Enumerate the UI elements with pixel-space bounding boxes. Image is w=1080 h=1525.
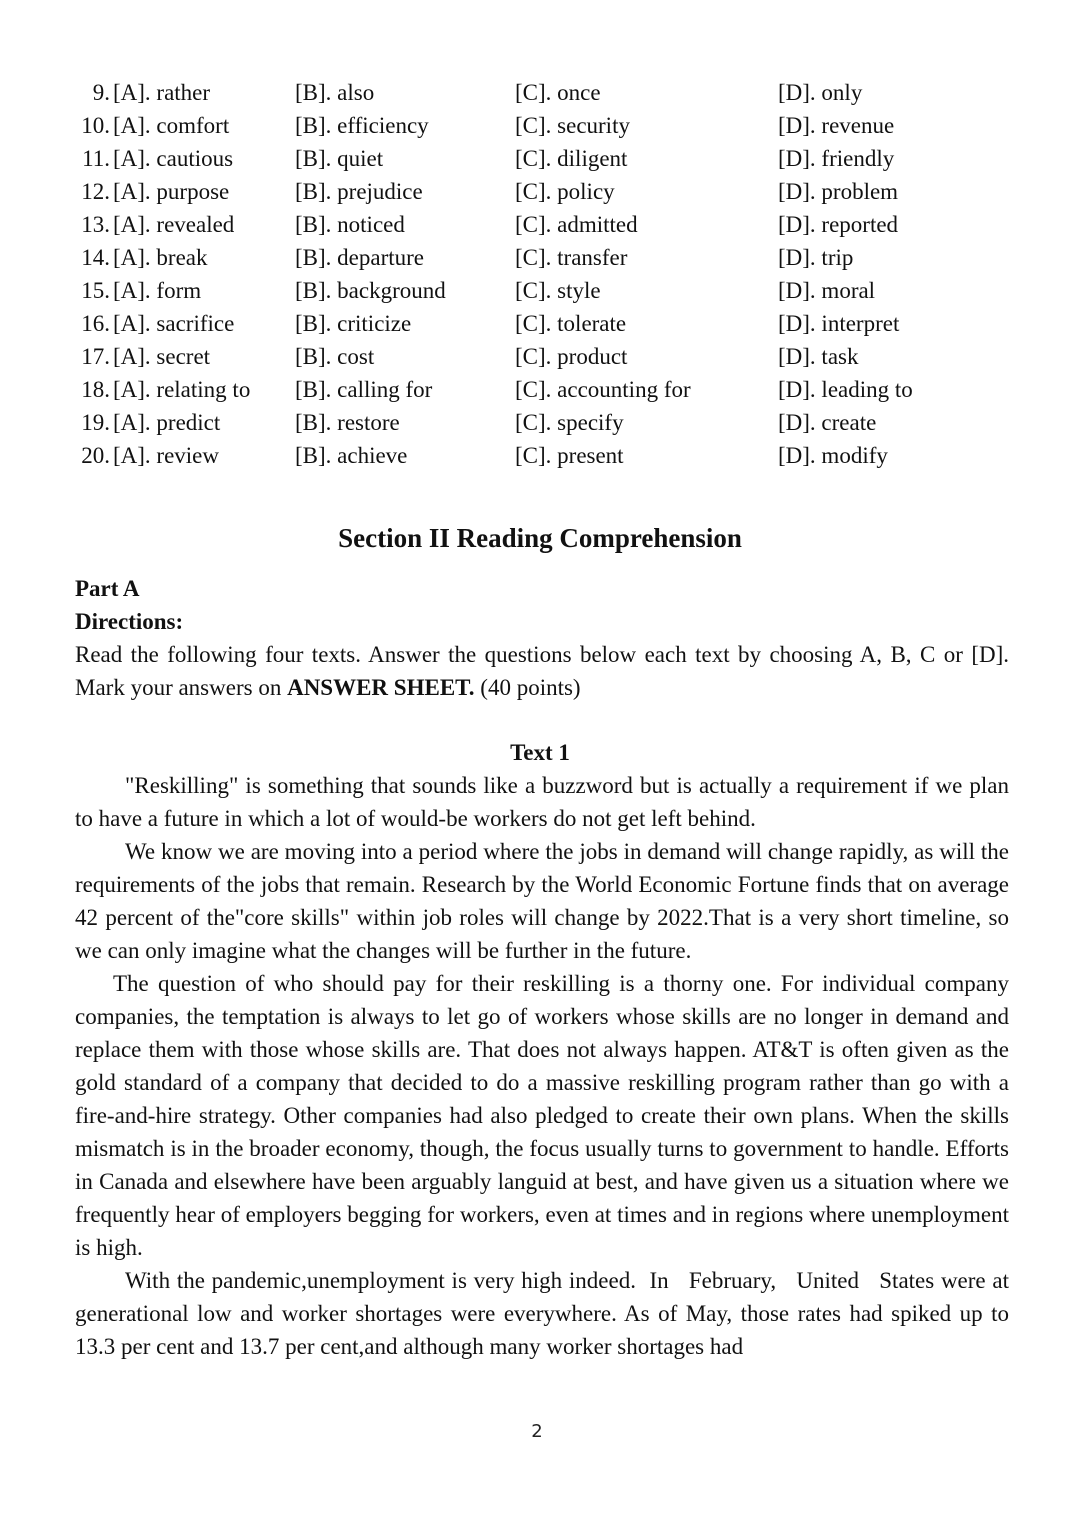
text-1-body — [75, 769, 1015, 1363]
option-d: [D]. problem — [778, 179, 899, 204]
option-a: [A]. break — [113, 245, 208, 270]
paragraph-2: We know we are moving into a period where the jobs in demand will change rapidly, as will the requirements of the jobs that remain. Research by the World Economic Fortune finds that on average 42 percent of the"core skills" within job roles will change by 2022.That is a very short timeline, so we can only imagine what the changes will be further in the future. — [75, 839, 1009, 963]
page-number: 2 — [531, 1421, 543, 1442]
option-d: [D]. trip — [778, 245, 854, 270]
option-c: [C]. product — [515, 344, 628, 369]
option-d: [D]. modify — [778, 443, 888, 468]
option-c: [C]. policy — [515, 179, 615, 204]
question-number: 19. — [81, 410, 110, 435]
option-c: [C]. security — [515, 113, 630, 138]
option-d: [D]. only — [778, 80, 863, 105]
directions-text — [75, 638, 1009, 704]
option-a: [A]. predict — [113, 410, 221, 435]
paragraph-1: "Reskilling" is something that sounds like a buzzword but is actually a requirement if we plan to have a future in which a lot of would-be workers do not get left behind. — [75, 773, 1009, 831]
option-a: [A]. cautious — [113, 146, 234, 171]
question-row-19 — [0, 406, 1080, 439]
question-row-14 — [0, 241, 1080, 274]
option-c: [C]. accounting for — [515, 377, 691, 402]
option-b: [B]. restore — [295, 410, 400, 435]
question-row-11 — [0, 142, 1080, 175]
question-number: 16. — [81, 311, 110, 336]
option-d: [D]. reported — [778, 212, 899, 237]
option-a: [A]. form — [113, 278, 202, 303]
option-c: [C]. transfer — [515, 245, 628, 270]
question-number: 11. — [82, 146, 110, 171]
option-d: [D]. task — [778, 344, 859, 369]
question-row-12 — [0, 175, 1080, 208]
option-b: [B]. also — [295, 80, 375, 105]
option-c: [C]. present — [515, 443, 624, 468]
option-c: [C]. style — [515, 278, 601, 303]
part-a-block — [75, 572, 1009, 704]
option-b: [B]. calling for — [295, 377, 433, 402]
text-1-title: Text 1 — [510, 740, 570, 765]
option-b: [B]. departure — [295, 245, 424, 270]
section-title: Section II Reading Comprehension — [338, 523, 742, 553]
option-d: [D]. leading to — [778, 377, 913, 402]
option-c: [C]. specify — [515, 410, 624, 435]
directions-text-end: (40 points) — [474, 675, 581, 700]
option-a: [A]. revealed — [113, 212, 235, 237]
option-c: [C]. tolerate — [515, 311, 627, 336]
question-number: 13. — [81, 212, 110, 237]
part-heading: Part A — [75, 576, 140, 601]
question-number: 20. — [81, 443, 110, 468]
option-b: [B]. noticed — [295, 212, 405, 237]
option-a: [A]. relating to — [113, 377, 251, 402]
question-number: 9. — [92, 80, 110, 105]
option-a: [A]. sacrifice — [113, 311, 235, 336]
option-d: [D]. create — [778, 410, 877, 435]
option-b: [B]. criticize — [295, 311, 412, 336]
directions-text-start: Read the following four texts. Answer the questions below each text by choosing A, B, C or [D]. Mark your answers on — [75, 642, 1009, 700]
option-d: [D]. revenue — [778, 113, 895, 138]
question-row-10 — [0, 109, 1080, 142]
question-row-16 — [0, 307, 1080, 340]
option-b: [B]. achieve — [295, 443, 408, 468]
question-number: 17. — [81, 344, 110, 369]
option-b: [B]. background — [295, 278, 446, 303]
option-b: [B]. quiet — [295, 146, 384, 171]
question-number: 15. — [81, 278, 110, 303]
question-row-20 — [0, 439, 1080, 472]
question-number: 18. — [81, 377, 110, 402]
directions-label: Directions: — [75, 609, 184, 634]
question-row-15 — [0, 274, 1080, 307]
question-number: 10. — [81, 113, 110, 138]
option-b: [B]. efficiency — [295, 113, 429, 138]
paragraph-3: The question of who should pay for their reskilling is a thorny one. For individual company companies, the temptation is always to let go of workers whose skills are no longer in demand and replace them with those whose skills are. That does not always happen. AT&T is often given as the gold standard of a company that decided to do a massive reskilling program rather than go with a fire-and-hire strategy. Other companies had also pledged to create their own plans. When the skills mismatch is in the broader economy, though, the focus usually turns to government to handle. Efforts in Canada and elsewhere have been arguably languid at best, and have given us a situation where we frequently hear of employers begging for workers, even at times and in regions where unemployment is high. — [75, 971, 1009, 1260]
option-a: [A]. purpose — [113, 179, 230, 204]
option-c: [C]. admitted — [515, 212, 638, 237]
answer-sheet-emphasis: ANSWER SHEET. — [287, 675, 475, 700]
option-d: [D]. interpret — [778, 311, 900, 336]
question-row-17 — [0, 340, 1080, 373]
option-a: [A]. rather — [113, 80, 211, 105]
option-b: [B]. cost — [295, 344, 375, 369]
question-number: 14. — [81, 245, 110, 270]
option-c: [C]. diligent — [515, 146, 628, 171]
option-d: [D]. friendly — [778, 146, 895, 171]
question-row-13 — [0, 208, 1080, 241]
option-a: [A]. review — [113, 443, 220, 468]
question-row-9 — [0, 76, 1080, 109]
question-row-18 — [0, 373, 1080, 406]
question-number: 12. — [81, 179, 110, 204]
option-a: [A]. secret — [113, 344, 211, 369]
option-a: [A]. comfort — [113, 113, 230, 138]
option-c: [C]. once — [515, 80, 601, 105]
option-d: [D]. moral — [778, 278, 876, 303]
option-b: [B]. prejudice — [295, 179, 423, 204]
paragraph-4: With the pandemic,unemployment is very high indeed. In February, United States were at generational low and worker shortages were everywhere. As of May, those rates had spiked up to 13.3 per cent and 13.7 per cent,and although many worker shortages had — [75, 1268, 1015, 1359]
answer-options-table — [0, 76, 1080, 472]
